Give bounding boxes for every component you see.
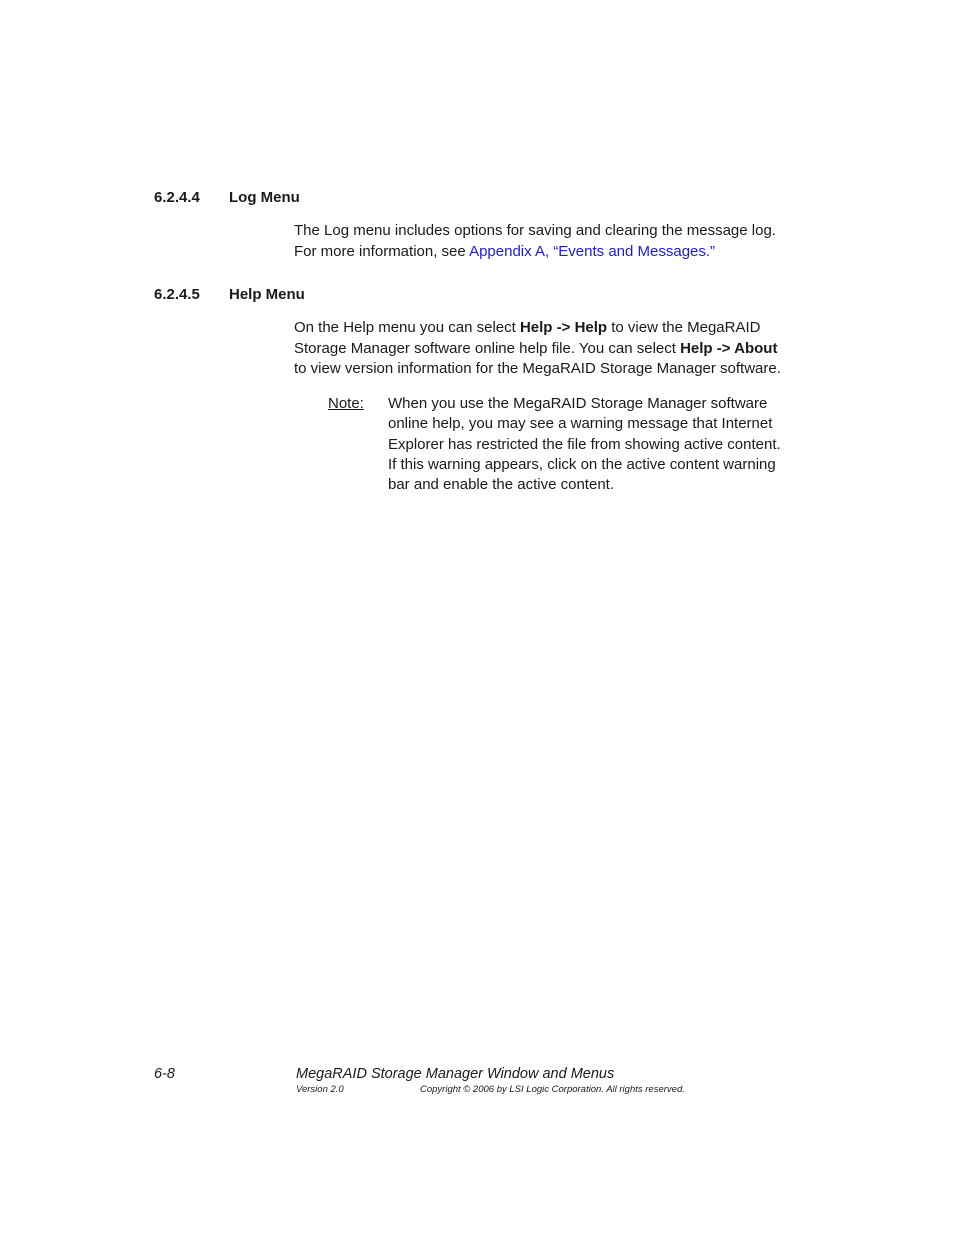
help-help-command: Help -> Help — [519, 319, 608, 336]
note-line: When you use the MegaRAID Storage Manager software — [388, 395, 768, 412]
note-body — [388, 394, 798, 495]
footer-version: Version 2.0 — [296, 1084, 344, 1095]
note-line: If this warning appears, click on the active content warning — [388, 455, 776, 473]
help-menu-line-1 — [294, 318, 794, 339]
section-title-log-menu: Log Menu — [229, 189, 300, 206]
log-menu-line-2-text: For more information, see — [294, 242, 470, 260]
help-menu-line-1-c: to view the MegaRAID — [607, 319, 761, 336]
section-number-log: 6.2.4.4 — [154, 189, 200, 206]
help-menu-line-2-a: Storage Manager software online help file. You can select — [294, 339, 681, 357]
section-title-help-menu: Help Menu — [229, 286, 305, 303]
help-menu-line-2 — [294, 339, 800, 360]
note-line: online help, you may see a warning message that Internet — [388, 415, 773, 433]
note-line: bar and enable the active content. — [388, 476, 614, 494]
log-menu-line-2 — [294, 242, 796, 263]
note-line: Explorer has restricted the file from showing active content. — [388, 435, 781, 453]
help-menu-line-1-a: On the Help menu you can select — [294, 319, 520, 336]
help-menu-paragraph — [294, 318, 800, 380]
help-about-command: Help -> About — [680, 339, 778, 357]
help-menu-line-3: to view version information for the MegaRAID Storage Manager software. — [294, 360, 781, 377]
note-label: Note: — [328, 395, 364, 412]
footer-copyright: Copyright © 2006 by LSI Logic Corporation. All rights reserved. — [420, 1084, 685, 1095]
section-number-help: 6.2.4.5 — [154, 286, 200, 303]
log-menu-line-1: The Log menu includes options for saving and clearing the message log. — [294, 222, 776, 239]
log-menu-paragraph — [294, 221, 796, 262]
footer-chapter-title: MegaRAID Storage Manager Window and Menus — [296, 1066, 615, 1082]
footer-page-number: 6-8 — [154, 1066, 175, 1082]
appendix-a-link[interactable]: Appendix A, “Events and Messages.” — [469, 242, 716, 260]
